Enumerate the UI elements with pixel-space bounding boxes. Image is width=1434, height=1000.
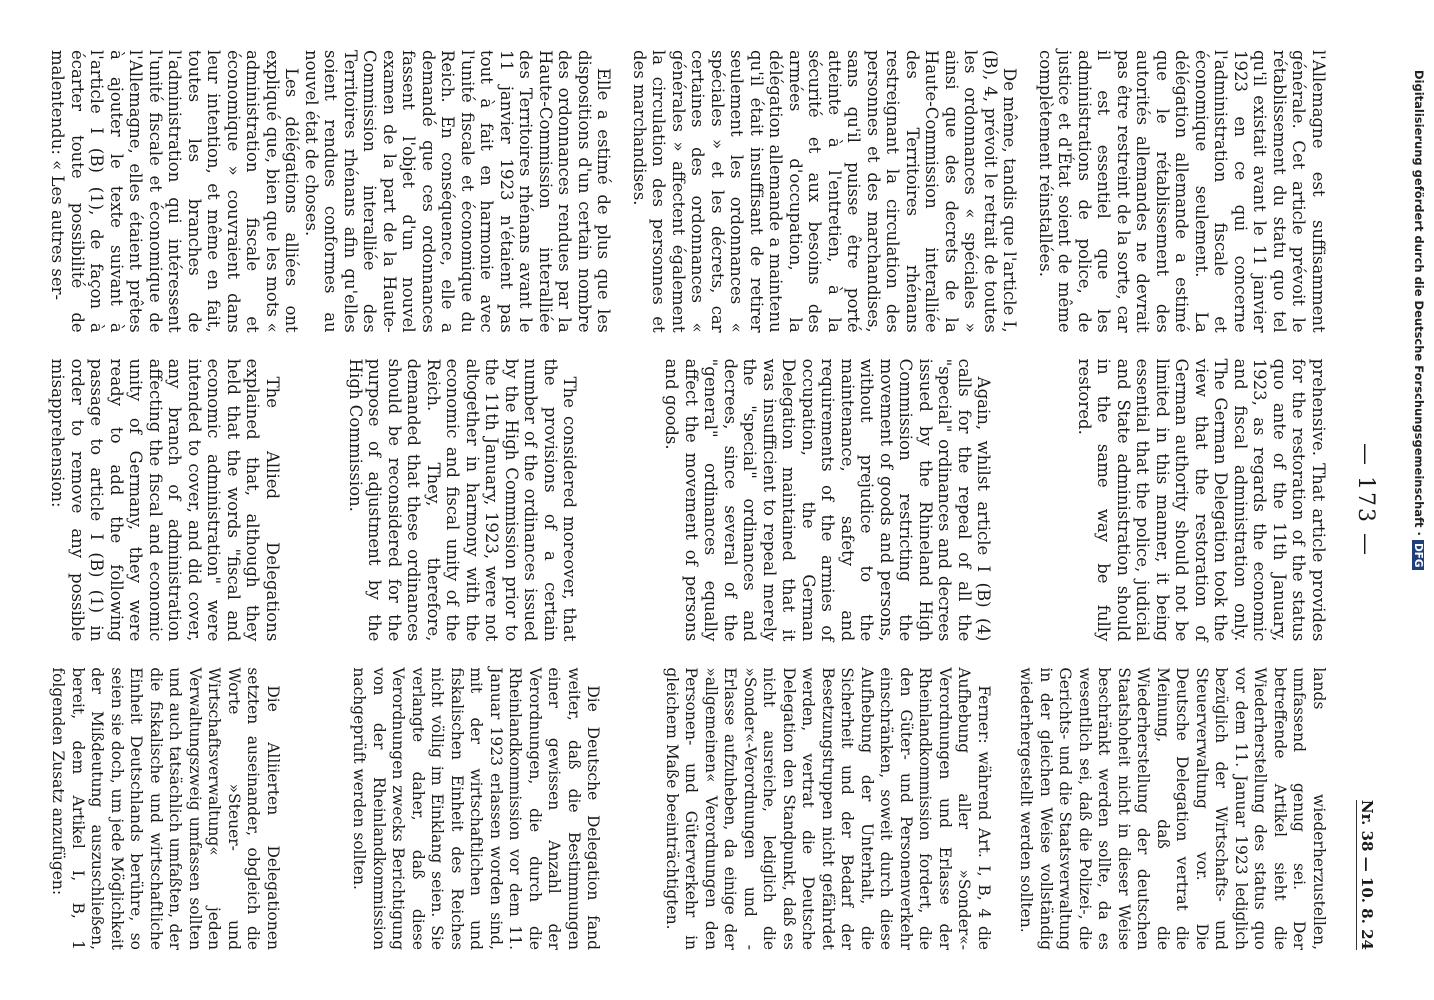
paragraph: De même, tandis que l'article I, (B), 4, prévoit le retrait de toutes les ordonnances « spéciales » ainsi que des decrets de la Haute-Commission interalliée des Territoires rhénans restreignant la circulation des personnes et des marchandises, sans qu'il puisse être porté atteinte à l'entretien, à la sécurité et aux besoins des armées d'occupation, la délégation allemande a maintenu qu'il était insuffisant de retirer seulement les ordonnances « spéciales » et les décrets, car certaines des ordonnances « générales » affectent également la circulation des personnes et des marchandises. — [630, 50, 1020, 333]
page-number: — 173 — — [1353, 443, 1378, 557]
paragraph: Les délégations alliées ont expliqué que, bien que les mots « administration fiscale et économique » couvraient dans leur intention, et même en fait, toutes les branches de l'administration qui intéressent l'unité fiscale et économique de l'Allemagne, elles étaient prêtes à ajouter le texte suivant à l'article I (B) (1), de façon à écarter toute possibilité de malentendu: « Les autres ser- — [48, 50, 302, 333]
dfg-logo: DFG — [1412, 540, 1424, 571]
column-english — [48, 359, 1328, 642]
column-german — [48, 667, 1328, 950]
paragraph: l'Allemagne est suffisamment générale. Cet article prévoit le rétablissement du statu quo tel qu'il existait avant le 11 janvier 1923 en ce qui concerne l'administration fiscale et économique seulement. La délégation allemande a estimé que le rétablissement des autorités allemandes ne devrait pas être restreint de la sorte, car il est essentiel que les administrations de police, de justice et d'État soient de même complètement réinstallées. — [1036, 50, 1328, 333]
paragraph: Again, whilst article I (B) (4) calls for the repeal of all the "special" ordinances and decrees issued by the Rhineland High Commission restricting the movement of goods and persons, without prejudice to the maintenance, safety and requirements of the armies of occupation, the German Delegation maintained that it was insufficient to repeal merely the "special" ordinances and decrees, since several of the "general" ordinances equally affect the movement of persons and goods. — [662, 358, 994, 642]
digitization-note — [1410, 70, 1430, 970]
column-french — [48, 50, 1328, 333]
paragraph: Elle a estimé de plus que les dispositions d'un certain nombre des ordonnances rendues par la Haute-Commission interalliée des Territoires rhénans avant le 11 janvier 1923 n'étaient pas tout à fait en harmonie avec l'unité fiscale et économique du Reich. En conséquence, elle a demandé que ces ordonnances fassent l'objet d'un nouvel examen de la part de la Haute-Commission interalliée des Territoires rhénans afin qu'elles soient rendues conformes au nouvel état de choses. — [302, 50, 614, 333]
paragraph: lands wiederherzustellen, umfassend genug sei. Der betreffende Artikel sieht die Wiederherstellung des status quo vor dem 11. Januar 1923 lediglich bezüglich der Wirtschafts- und Steuerverwaltung vor. Die Deutsche Delegation vertrat die Meinung, daß die Wiederherstellung der deutschen Staatshoheit nicht in dieser Weise beschränkt werden sollte, da es wesentlich sei, daß die Polizei-, die Gerichts- und die Staatsverwaltung in der gleichen Weise vollständig wiederhergestellt werden sollten. — [1017, 667, 1328, 951]
digitization-note-text: Digitalisierung gefördert durch die Deutsche Forschungsgemeinschaft · — [1412, 70, 1426, 536]
issue-date: Nr. 38 — 10. 8. 24 — [1358, 799, 1376, 950]
paragraph: The considered moreover, that the provisions of a certain number of the ordinances issued by the High Commission prior to the 11th January, 1923, were not altogether in harmony with the economic and fiscal unity of the Reich. They, therefore, demanded that these ordinances should be reconsidered for the purpose of adjustment by the High Commission. — [345, 358, 580, 642]
paragraph: Die Deutsche Delegation fand weiter, daß die Bestimmungen einer gewissen Anzahl der Verordnungen, die durch die Rheinlandkommission vor dem 11. Januar 1923 erlassen worden sind, mit der wirtschaftlichen und fiskalischen Einheit des Reiches nicht völlig im Einklang seien. Sie verlangte daher, daß diese Verordnungen zwecks Berichtigung von der Rheinlandkommission nachgeprüft werden sollten. — [350, 667, 603, 951]
paragraph: Die Alliierten Delegationen setzten auseinander, obgleich die Worte »Steuer- und Wirtschaftsverwaltung« jeden Verwaltungszweig umfassen sollten und auch tatsächlich umfaßten, der die fiskalische und wirtschaftliche Einheit Deutschlands berühre, so seien sie doch, um jede Möglichkeit der Mißdeutung auszuschließen, bereit, dem Artikel I, B, 1 folgenden Zusatz anzufügen: — [49, 667, 282, 951]
text-columns — [48, 50, 1328, 950]
paragraph: prehensive. That article provides for the restoration of the status quo ante of the 11th January, 1923, as regards the economic and fiscal administration only. The German Delegation took the view that the restoration of German authority should not be limited in this manner, it being essential that the police, judicial and State administration should in the same way be fully restored. — [1075, 358, 1328, 642]
paragraph: The Allied Delegations explained that, although they held that the words "fiscal and economic administration" were intended to cover, and did cover, any branch of administration affecting the fiscal and economic unity of Germany, they were ready to add the following passage to article I (B) (1) in order to remove any possible misapprehension: — [48, 358, 282, 642]
paragraph: Ferner: während Art. I, B, 4 die Aufhebung aller »Sonder«-Verordnungen und Erlasse der Rheinlandkommission fordert, die den Güter- und Personenverkehr einschränken, soweit durch diese Aufhebung der Unterhalt, die Sicherheit und der Bedarf der Besetzungstruppen nicht gefährdet werden, vertrat die Deutsche Delegation den Standpunkt, daß es nicht ausreiche, lediglich die »Sonder«-Verordnungen und -Erlasse aufzuheben, da einige der »allgemeinen« Verordnungen den Personen- und Güterverkehr in gleichem Maße beeinträchtigten. — [662, 667, 993, 951]
document-page — [8, 10, 1408, 990]
page-header — [1344, 50, 1384, 950]
